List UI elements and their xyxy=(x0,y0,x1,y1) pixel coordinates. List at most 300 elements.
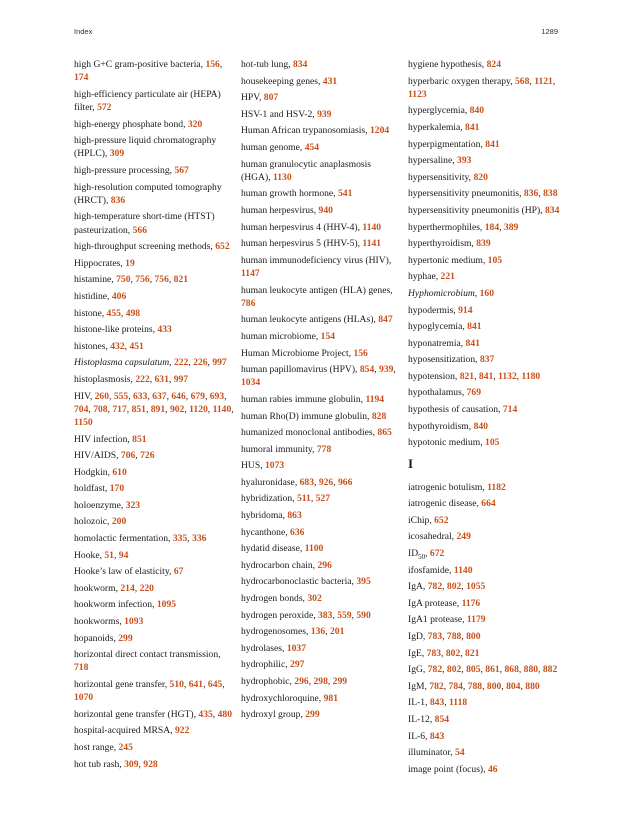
entry-term: HPV, xyxy=(241,92,264,104)
page-reference-link[interactable]: 861 xyxy=(485,664,500,676)
index-entry xyxy=(408,713,570,726)
page-reference-link[interactable]: 784 xyxy=(448,680,463,692)
page-reference-link[interactable]: 389 xyxy=(503,221,519,233)
page-reference-link[interactable]: 1180 xyxy=(521,370,541,382)
page-reference-link[interactable]: 226 xyxy=(193,357,208,369)
entry-term: high-pressure processing, xyxy=(74,164,175,176)
page-reference-link[interactable]: 636 xyxy=(290,526,305,538)
entry-term: hopanoids, xyxy=(74,632,119,644)
entry-term: histidine, xyxy=(74,290,112,302)
index-entry xyxy=(74,515,234,528)
page-reference-link[interactable]: 498 xyxy=(125,307,141,319)
page-reference-link[interactable]: 769 xyxy=(466,387,482,399)
index-entry xyxy=(241,108,401,121)
entry-term: , xyxy=(169,357,174,369)
page-reference-link[interactable]: 1037 xyxy=(286,642,307,654)
page-reference-link[interactable]: 704 xyxy=(74,403,89,415)
page-reference-link[interactable]: 902 xyxy=(169,403,185,415)
page-reference-link[interactable]: 1034 xyxy=(241,377,261,389)
entry-term: ID xyxy=(408,548,419,560)
page-reference-link[interactable]: 559 xyxy=(337,609,352,621)
page-reference-link[interactable]: 395 xyxy=(356,576,371,588)
page-reference-link[interactable]: 67 xyxy=(173,566,184,578)
page-reference-link[interactable]: 1123 xyxy=(408,88,427,100)
index-entry: HIV/AIDS, 706, 726 xyxy=(74,450,155,462)
index-entry xyxy=(241,592,401,605)
index-entry xyxy=(241,692,401,705)
page-reference-link[interactable]: 646 xyxy=(171,390,186,402)
index-entry xyxy=(241,330,401,343)
page-reference-link[interactable]: 836 xyxy=(523,188,539,200)
page-reference-link[interactable]: 821 xyxy=(173,274,189,286)
index-entry xyxy=(241,575,401,588)
index-entry xyxy=(241,642,401,655)
page-reference-link[interactable]: 1120 xyxy=(189,403,208,415)
page-reference-link[interactable]: 245 xyxy=(118,742,133,754)
entry-term: HIV, xyxy=(74,390,95,402)
index-entry: histamine, 750, 756, 756, 821 xyxy=(74,274,189,286)
page-reference-link[interactable]: 296 xyxy=(317,559,332,571)
page-reference-link[interactable]: 783 xyxy=(427,631,443,643)
page-reference-link[interactable]: 555 xyxy=(113,390,129,402)
page-reference-link[interactable]: 851 xyxy=(132,433,147,445)
page-reference-link[interactable]: 309 xyxy=(124,758,139,770)
page-reference-link[interactable]: 645 xyxy=(207,679,223,691)
page-reference-link[interactable]: 847 xyxy=(378,314,393,326)
entry-term: hyperbaric oxygen therapy, xyxy=(408,75,515,87)
page-reference-link[interactable]: 841 xyxy=(467,321,482,333)
page-reference-link[interactable]: 843 xyxy=(429,730,445,742)
page-reference-link[interactable]: 726 xyxy=(140,450,155,462)
page-reference-link[interactable]: 1147 xyxy=(241,267,260,279)
page-reference-link[interactable]: 105 xyxy=(487,254,503,266)
entry-term: histones, xyxy=(74,340,111,352)
page-reference-link[interactable]: 880 xyxy=(523,664,539,676)
page-reference-link[interactable]: 821 xyxy=(465,647,480,659)
index-entry: hot tub rash, 309, 928 xyxy=(74,758,158,770)
page-reference-link[interactable]: 1070 xyxy=(74,692,94,704)
page-reference-link[interactable]: 841 xyxy=(465,337,480,349)
page-reference-link[interactable]: 480 xyxy=(217,708,232,720)
page-reference-link[interactable]: 568 xyxy=(515,75,530,87)
entry-subscript: 50 xyxy=(418,552,426,561)
page-reference-link[interactable]: 296 xyxy=(294,676,309,687)
index-entry: horizontal gene transfer, 510, 641, 645, 1070 xyxy=(74,679,225,704)
page-reference-link[interactable]: 260 xyxy=(94,390,110,402)
page-reference-link[interactable]: 637 xyxy=(152,390,167,402)
page-reference-link[interactable]: 664 xyxy=(481,498,496,510)
index-entry xyxy=(408,436,570,449)
entry-term: hypothyroidism, xyxy=(408,420,474,432)
page-reference-link[interactable]: 838 xyxy=(543,188,558,200)
page-reference-link[interactable]: 335 xyxy=(172,533,188,545)
page-reference-link[interactable]: 841 xyxy=(485,138,500,150)
page-reference-link[interactable]: 843 xyxy=(429,697,445,709)
entry-term: hyperkalemia, xyxy=(408,121,466,133)
index-entry xyxy=(241,509,401,522)
index-entry xyxy=(74,134,234,160)
index-entry: hydrogenosomes, 136, 201 xyxy=(241,626,345,638)
entry-term: hydrocarbon chain, xyxy=(241,559,318,571)
page-reference-link[interactable]: 1100 xyxy=(304,543,324,555)
index-entry xyxy=(241,313,401,326)
page-reference-link[interactable]: 1194 xyxy=(365,393,385,405)
entry-term-suffix: , xyxy=(425,548,430,560)
page-reference-link[interactable]: 750 xyxy=(116,274,131,286)
page-reference-link[interactable]: 201 xyxy=(330,626,345,638)
page-reference-link[interactable]: 94 xyxy=(118,549,129,561)
page-reference-link[interactable]: 939 xyxy=(379,364,394,376)
entry-term: hypersaline, xyxy=(408,155,458,167)
page-reference-link[interactable]: 174 xyxy=(74,72,89,84)
page-reference-link[interactable]: 249 xyxy=(456,531,471,543)
page-reference-link[interactable]: 1140 xyxy=(212,403,232,415)
index-entry: IgA, 782, 802, 1055 xyxy=(408,581,486,593)
entry-term: IgD, xyxy=(408,631,428,643)
page-reference-link[interactable]: 997 xyxy=(173,373,189,385)
page-reference-link[interactable]: 1093 xyxy=(124,616,144,628)
page-reference-link[interactable]: 46 xyxy=(487,763,498,775)
page-reference-link[interactable]: 299 xyxy=(118,632,133,644)
page-reference-link[interactable]: 756 xyxy=(135,274,150,286)
index-entry xyxy=(74,164,234,177)
entry-term: hybridization, xyxy=(241,493,297,505)
index-entry: high G+C gram-positive bacteria, 156, 174 xyxy=(74,59,223,84)
index-entry xyxy=(241,284,401,310)
entry-term: hyposensitization, xyxy=(408,354,480,366)
page-reference-link[interactable]: 782 xyxy=(427,664,443,676)
page-reference-link[interactable]: 1204 xyxy=(369,125,390,137)
entry-term: hypotension, xyxy=(408,370,460,382)
page-reference-link[interactable]: 800 xyxy=(466,631,481,643)
page-reference-link[interactable]: 679 xyxy=(190,390,205,402)
page-reference-link[interactable]: 222 xyxy=(173,357,189,369)
page-reference-link[interactable]: 714 xyxy=(502,404,518,416)
page-reference-link[interactable]: 1179 xyxy=(466,614,486,626)
index-entry xyxy=(241,347,401,360)
index-entry xyxy=(74,741,234,754)
page-reference-link[interactable]: 652 xyxy=(215,241,230,253)
index-entry xyxy=(408,497,570,510)
index-entry xyxy=(74,632,234,645)
page-reference-link[interactable]: 1150 xyxy=(74,416,93,428)
entry-term: human rabies immune globulin, xyxy=(241,393,366,405)
page-reference-link[interactable]: 1140 xyxy=(453,564,473,576)
index-entry xyxy=(408,104,570,117)
page-reference-link[interactable]: 200 xyxy=(111,516,127,528)
index-entry: IgD, 783, 788, 800 xyxy=(408,631,481,643)
page-reference-link[interactable]: 54 xyxy=(455,747,465,759)
index-entry: hyperthermophiles, 184, 389 xyxy=(408,221,519,233)
entry-term: hypersensitivity pneumonitis (HP), xyxy=(408,204,545,216)
page-reference-link[interactable]: 981 xyxy=(323,692,338,704)
page-reference-link[interactable]: 839 xyxy=(476,238,491,250)
index-entry xyxy=(74,181,234,207)
index-entry xyxy=(241,158,401,184)
index-entry: IL-1, 843, 1118 xyxy=(408,697,468,709)
page-reference-link[interactable]: 299 xyxy=(332,676,348,687)
page-reference-link[interactable]: 541 xyxy=(338,188,353,200)
page-reference-link[interactable]: 184 xyxy=(484,221,500,233)
page-reference-link[interactable]: 302 xyxy=(307,593,322,605)
page-reference-link[interactable]: 807 xyxy=(263,92,279,104)
index-entry xyxy=(408,481,570,494)
page-reference-link[interactable]: 633 xyxy=(133,390,148,402)
page-reference-link[interactable]: 922 xyxy=(175,725,190,737)
page-reference-link[interactable]: 1176 xyxy=(461,597,481,609)
page-reference-link[interactable]: 880 xyxy=(525,680,540,692)
page-reference-link[interactable]: 590 xyxy=(356,609,371,621)
page-reference-link[interactable]: 939 xyxy=(317,108,332,120)
entry-term-italic: Hyphomicrobium xyxy=(408,287,475,299)
entry-term: HIV/AIDS, xyxy=(74,450,121,462)
entry-term: hydatid disease, xyxy=(241,543,305,555)
entry-term: hot tub rash, xyxy=(74,758,125,770)
page-reference-link[interactable]: 566 xyxy=(132,224,147,236)
page-reference-link[interactable]: 788 xyxy=(467,680,483,692)
entry-term: hypothalamus, xyxy=(408,387,467,399)
page-reference-link[interactable]: 433 xyxy=(157,324,172,336)
page-reference-link[interactable]: 966 xyxy=(338,476,353,488)
entry-term: Hippocrates, xyxy=(74,257,126,269)
page-reference-link[interactable]: 1121 xyxy=(534,75,553,87)
entry-term: IL-1, xyxy=(408,697,430,709)
page-reference-link[interactable]: 802 xyxy=(445,647,461,659)
section-letter: I xyxy=(408,456,414,472)
page-reference-link[interactable]: 631 xyxy=(154,373,169,385)
page-reference-link[interactable]: 406 xyxy=(111,290,127,302)
index-entry: horizontal gene transfer (HGT), 435, 480 xyxy=(74,708,232,720)
index-entry xyxy=(241,75,401,88)
entry-term: hydrolases, xyxy=(241,642,287,654)
index-entry xyxy=(241,410,401,423)
page-reference-link[interactable]: 572 xyxy=(97,102,112,113)
page-reference-link[interactable]: 926 xyxy=(318,476,334,488)
page-reference-link[interactable]: 454 xyxy=(304,141,320,153)
page-reference-link[interactable]: 320 xyxy=(187,118,203,130)
page-reference-link[interactable]: 610 xyxy=(112,466,127,478)
page-reference-link[interactable]: 782 xyxy=(429,680,444,692)
entry-term: iatrogenic disease, xyxy=(408,498,482,510)
page-reference-link[interactable]: 51 xyxy=(104,549,114,561)
page-reference-link[interactable]: 136 xyxy=(310,626,326,638)
page-reference-link[interactable]: 105 xyxy=(485,437,500,449)
page-reference-link[interactable]: 527 xyxy=(315,493,331,505)
page-reference-link[interactable]: 298 xyxy=(313,676,328,687)
page-reference-link[interactable]: 154 xyxy=(320,330,336,342)
page-reference-link[interactable]: 1182 xyxy=(487,481,506,493)
page-reference-link[interactable]: 214 xyxy=(120,582,135,594)
entry-term: Human African trypanosomiasis, xyxy=(241,125,370,137)
entry-term: Human Microbiome Project, xyxy=(241,347,354,359)
index-entry xyxy=(241,221,401,234)
page-reference-link[interactable]: 828 xyxy=(371,410,387,422)
index-entry xyxy=(241,141,401,154)
page-reference-link[interactable]: 841 xyxy=(465,121,480,133)
page-reference-link[interactable]: 693 xyxy=(209,390,225,402)
index-entry: hydrogen peroxide, 383, 559, 590 xyxy=(241,609,371,621)
page-reference-link[interactable]: 841 xyxy=(478,370,494,382)
page-reference-link[interactable]: 706 xyxy=(120,450,136,462)
page-reference-link[interactable]: 455 xyxy=(106,307,121,319)
entry-term: hycanthone, xyxy=(241,526,291,538)
page-reference-link[interactable]: 865 xyxy=(377,427,392,439)
entry-term: histone, xyxy=(74,307,107,319)
page-reference-link[interactable]: 854 xyxy=(434,713,450,725)
page-reference-link[interactable]: 821 xyxy=(459,370,475,382)
page-reference-link[interactable]: 834 xyxy=(544,204,560,216)
page-reference-link[interactable]: 683 xyxy=(299,476,315,488)
page-reference-link[interactable]: 336 xyxy=(192,533,207,545)
entry-term: iChip, xyxy=(408,514,435,526)
page-reference-link[interactable]: 782 xyxy=(427,581,443,593)
index-entry xyxy=(408,287,570,300)
entry-term: hyphae, xyxy=(408,271,441,283)
page-reference-link[interactable]: 1055 xyxy=(466,581,486,593)
page-reference-link[interactable]: 708 xyxy=(93,403,108,415)
page-reference-link[interactable]: 997 xyxy=(212,357,227,369)
page-reference-link[interactable]: 309 xyxy=(109,148,125,160)
page-reference-link[interactable]: 718 xyxy=(74,662,89,674)
index-entry xyxy=(408,613,570,626)
entry-term: Hodgkin, xyxy=(74,466,113,478)
entry-term: hydroxyl group, xyxy=(241,709,306,721)
entry-term: Hooke, xyxy=(74,549,105,561)
page-reference-link[interactable]: 1130 xyxy=(272,171,292,183)
page-reference-link[interactable]: 1141 xyxy=(362,238,382,250)
page-reference-link[interactable]: 156 xyxy=(353,347,368,359)
index-column-1 xyxy=(74,58,234,774)
page-reference-link[interactable]: 451 xyxy=(129,340,144,352)
entry-term: hydrophilic, xyxy=(241,659,291,671)
index-entry xyxy=(408,304,570,317)
page-reference-link[interactable]: 891 xyxy=(150,403,166,415)
page-reference-link[interactable]: 160 xyxy=(479,287,494,299)
entry-term: human herpesvirus 4 (HHV-4), xyxy=(241,221,363,233)
index-entry xyxy=(74,240,234,253)
entry-term: hypersensitivity pneumonitis, xyxy=(408,188,524,200)
entry-term: hookworm infection, xyxy=(74,599,157,611)
entry-term: high-resolution computed tomography (HRCT), xyxy=(74,181,222,206)
page-reference-link[interactable]: 1073 xyxy=(265,460,285,472)
page-reference-link[interactable]: 432 xyxy=(110,340,125,352)
page-reference-link[interactable]: 383 xyxy=(318,609,333,621)
index-entry xyxy=(408,320,570,333)
page-reference-link[interactable]: 652 xyxy=(434,514,449,526)
entry-term: iatrogenic botulism, xyxy=(408,481,488,493)
page-reference-link[interactable]: 1132 xyxy=(498,370,517,382)
page-reference-link[interactable]: 805 xyxy=(466,664,481,676)
page-reference-link[interactable]: 510 xyxy=(169,679,184,691)
page-reference-link[interactable]: 641 xyxy=(188,679,204,691)
entry-term: humanized monoclonal antibodies, xyxy=(241,427,378,439)
page-reference-link[interactable]: 834 xyxy=(292,59,308,70)
page-reference-link[interactable]: 222 xyxy=(135,373,150,385)
entry-term: humoral immunity, xyxy=(241,443,317,455)
page-reference-link[interactable]: 567 xyxy=(174,164,189,176)
page-reference-link[interactable]: 393 xyxy=(457,155,472,167)
page-reference-link[interactable]: 220 xyxy=(139,582,154,594)
page-reference-link[interactable]: 19 xyxy=(125,257,135,269)
page-reference-link[interactable]: 928 xyxy=(143,758,158,770)
entry-term: IgE, xyxy=(408,647,427,659)
entry-term: hot-tub lung, xyxy=(241,59,293,70)
page-reference-link[interactable]: 868 xyxy=(504,664,519,676)
page-number: 1289 xyxy=(541,27,558,36)
page-reference-link[interactable]: 435 xyxy=(198,708,213,720)
entry-term: hyperthyroidism, xyxy=(408,238,477,250)
page-reference-link[interactable]: 221 xyxy=(440,271,455,283)
page-reference-link[interactable]: 156 xyxy=(205,59,220,70)
page-reference-link[interactable]: 323 xyxy=(125,499,141,511)
entry-term: histamine, xyxy=(74,274,117,286)
page-reference-link[interactable]: 914 xyxy=(458,304,473,316)
page-reference-link[interactable]: 786 xyxy=(241,297,256,309)
page-reference-link[interactable]: 1140 xyxy=(362,221,382,233)
index-entry: hookworm, 214, 220 xyxy=(74,582,154,594)
page-reference-link[interactable]: 840 xyxy=(469,105,485,117)
entry-term: ifosfamide, xyxy=(408,564,454,576)
index-entry xyxy=(408,138,570,151)
page-reference-link[interactable]: 851 xyxy=(131,403,146,415)
entry-term: hyperglycemia, xyxy=(408,105,470,117)
index-entry xyxy=(241,91,401,104)
page-reference-link[interactable]: 802 xyxy=(446,581,462,593)
page-reference-link[interactable]: 940 xyxy=(318,204,333,216)
index-entry: homolactic fermentation, 335, 336 xyxy=(74,533,207,545)
page-reference-link[interactable]: 802 xyxy=(446,664,462,676)
page-reference-link[interactable]: 820 xyxy=(473,171,488,183)
index-entry xyxy=(408,270,570,283)
page-reference-link[interactable]: 840 xyxy=(473,420,488,432)
page-reference-link[interactable]: 431 xyxy=(322,75,338,87)
index-entry xyxy=(408,564,570,577)
page-reference-link[interactable]: 800 xyxy=(486,680,502,692)
entry-term: hydrogenosomes, xyxy=(241,626,311,638)
index-entry xyxy=(408,171,570,184)
entry-term: horizontal gene transfer, xyxy=(74,679,170,691)
page-reference-link[interactable]: 672 xyxy=(429,548,445,560)
index-entry: histones, 432, 451 xyxy=(74,340,144,352)
index-entry xyxy=(74,615,234,628)
page-reference-link[interactable]: 778 xyxy=(316,443,332,455)
page-reference-link[interactable]: 882 xyxy=(542,664,558,676)
page-reference-link[interactable]: 717 xyxy=(112,403,127,415)
page-reference-link[interactable]: 863 xyxy=(287,510,302,522)
page-reference-link[interactable]: 824 xyxy=(486,59,501,70)
page-reference-link[interactable]: 170 xyxy=(109,483,125,495)
page-reference-link[interactable]: 854 xyxy=(359,364,375,376)
index-entry: hypersensitivity pneumonitis, 836, 838 xyxy=(408,188,558,200)
index-entry xyxy=(241,542,401,555)
page-reference-link[interactable]: 837 xyxy=(479,354,495,366)
page-reference-link[interactable]: 804 xyxy=(506,680,521,692)
page-reference-link[interactable]: 1095 xyxy=(156,599,177,611)
entry-term: human immunodeficiency virus (HIV), xyxy=(241,254,392,266)
page-reference-link[interactable]: 836 xyxy=(110,194,126,206)
page-reference-link[interactable]: 783 xyxy=(426,647,442,659)
page-reference-link[interactable]: 511 xyxy=(296,493,311,505)
index-entry: IgG, 782, 802, 805, 861, 868, 880, 882 xyxy=(408,664,558,676)
entry-term: , xyxy=(474,287,480,299)
page-reference-link[interactable]: 297 xyxy=(290,659,305,671)
page-reference-link[interactable]: 299 xyxy=(305,709,320,721)
page-reference-link[interactable]: 756 xyxy=(154,274,169,286)
entry-term: hookworms, xyxy=(74,616,125,628)
page-reference-link[interactable]: 1118 xyxy=(449,697,468,709)
index-entry: hyaluronidase, 683, 926, 966 xyxy=(241,476,353,488)
page-reference-link[interactable]: 788 xyxy=(446,631,462,643)
